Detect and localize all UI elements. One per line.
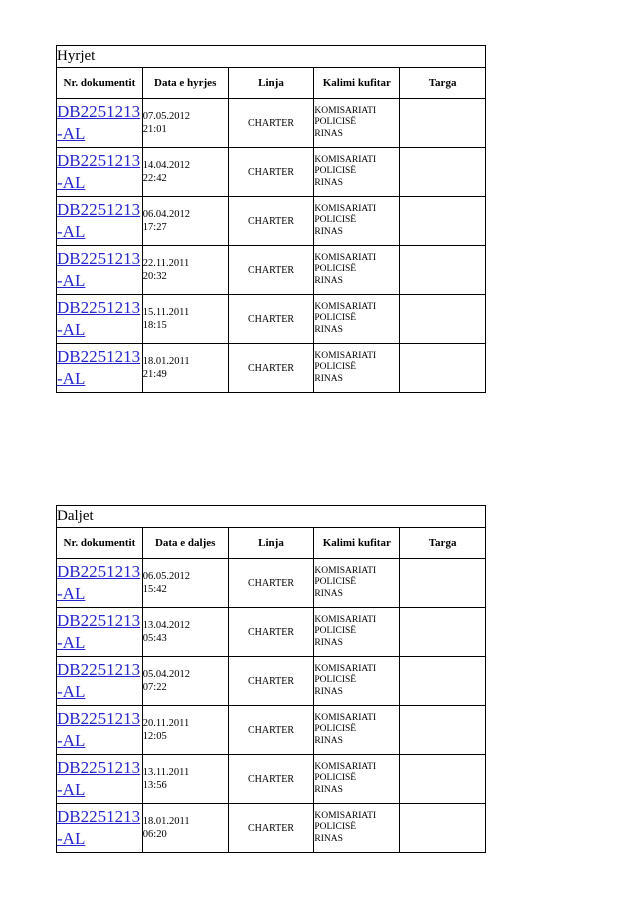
crossing-line-2: POLICISË [314, 675, 357, 686]
crossing-line-2: POLICISË [314, 577, 357, 588]
entry-time: 21:01 [142, 124, 167, 135]
crossing-line-3: RINAS [314, 177, 343, 188]
plate-cell [400, 148, 486, 197]
table-title-hyrjet: Hyrjet [57, 46, 486, 68]
line-cell: CHARTER [228, 295, 314, 344]
table-row [57, 706, 486, 755]
table-row [57, 559, 486, 608]
exits-table [56, 505, 486, 853]
exit-datetime-cell [142, 755, 228, 804]
entries-table-block [56, 45, 486, 393]
border-crossing-cell [314, 197, 400, 246]
entry-time: 20:32 [142, 271, 167, 282]
border-crossing-cell [314, 344, 400, 393]
entry-datetime-cell [142, 246, 228, 295]
crossing-line-1: KOMISARIATI [314, 350, 377, 361]
crossing-line-3: RINAS [314, 735, 343, 746]
document-number-cell [57, 706, 143, 755]
document-link[interactable]: DB2251213-AL [57, 151, 141, 192]
crossing-line-2: POLICISË [314, 313, 357, 324]
line-cell: CHARTER [228, 246, 314, 295]
exit-time: 07:22 [142, 682, 167, 693]
border-crossing-cell [314, 706, 400, 755]
crossing-line-2: POLICISË [314, 362, 357, 373]
document-number-cell [57, 657, 143, 706]
document-number-cell [57, 148, 143, 197]
column-header-exit-date: Data e daljes [142, 528, 228, 559]
crossing-line-1: KOMISARIATI [314, 203, 377, 214]
table-row [57, 755, 486, 804]
document-link[interactable]: DB2251213-AL [57, 347, 141, 388]
entry-time: 21:49 [142, 369, 167, 380]
document-number-cell [57, 246, 143, 295]
entry-date: 06.04.2012 [142, 208, 191, 220]
crossing-line-2: POLICISË [314, 626, 357, 637]
crossing-line-1: KOMISARIATI [314, 614, 377, 625]
crossing-line-3: RINAS [314, 686, 343, 697]
crossing-line-3: RINAS [314, 373, 343, 384]
table-row [57, 608, 486, 657]
table-row [57, 657, 486, 706]
crossing-line-2: POLICISË [314, 166, 357, 177]
exit-datetime-cell [142, 608, 228, 657]
entry-time: 22:42 [142, 173, 167, 184]
entry-datetime-cell [142, 344, 228, 393]
crossing-line-3: RINAS [314, 637, 343, 648]
border-crossing-cell [314, 657, 400, 706]
line-cell: CHARTER [228, 148, 314, 197]
crossing-line-2: POLICISË [314, 773, 357, 784]
plate-cell [400, 344, 486, 393]
document-number-cell [57, 755, 143, 804]
document-number-cell [57, 608, 143, 657]
border-crossing-cell [314, 559, 400, 608]
document-link[interactable]: DB2251213-AL [57, 807, 141, 848]
entry-date: 18.01.2011 [142, 355, 190, 367]
plate-cell [400, 706, 486, 755]
entry-date: 07.05.2012 [142, 110, 191, 122]
line-cell: CHARTER [228, 344, 314, 393]
crossing-line-3: RINAS [314, 324, 343, 335]
line-cell: CHARTER [228, 755, 314, 804]
column-header-plate: Targa [400, 68, 486, 99]
border-crossing-cell [314, 755, 400, 804]
exit-time: 06:20 [142, 829, 167, 840]
document-link[interactable]: DB2251213-AL [57, 758, 141, 799]
table-title-row [57, 46, 486, 68]
line-cell: CHARTER [228, 706, 314, 755]
crossing-line-2: POLICISË [314, 724, 357, 735]
plate-cell [400, 295, 486, 344]
border-crossing-cell [314, 295, 400, 344]
entry-time: 17:27 [142, 222, 167, 233]
exit-time: 05:43 [142, 633, 167, 644]
table-header-row [57, 528, 486, 559]
exit-datetime-cell [142, 559, 228, 608]
document-number-cell [57, 295, 143, 344]
entry-time: 18:15 [142, 320, 167, 331]
column-header-document-number: Nr. dokumentit [57, 528, 143, 559]
line-cell: CHARTER [228, 804, 314, 853]
document-link[interactable]: DB2251213-AL [57, 298, 141, 339]
crossing-line-1: KOMISARIATI [314, 301, 377, 312]
document-link[interactable]: DB2251213-AL [57, 611, 141, 652]
plate-cell [400, 755, 486, 804]
document-number-cell [57, 197, 143, 246]
border-crossing-cell [314, 148, 400, 197]
column-header-line: Linja [228, 68, 314, 99]
column-header-plate: Targa [400, 528, 486, 559]
entry-date: 15.11.2011 [142, 306, 190, 318]
crossing-line-3: RINAS [314, 275, 343, 286]
exit-date: 06.05.2012 [142, 570, 191, 582]
entry-datetime-cell [142, 295, 228, 344]
exit-date: 05.04.2012 [142, 668, 191, 680]
exit-date: 20.11.2011 [142, 717, 190, 729]
crossing-line-2: POLICISË [314, 117, 357, 128]
crossing-line-1: KOMISARIATI [314, 810, 377, 821]
document-link[interactable]: DB2251213-AL [57, 709, 141, 750]
entry-date: 22.11.2011 [142, 257, 190, 269]
exit-time: 13:56 [142, 780, 167, 791]
exit-datetime-cell [142, 657, 228, 706]
line-cell: CHARTER [228, 197, 314, 246]
plate-cell [400, 804, 486, 853]
line-cell: CHARTER [228, 559, 314, 608]
entry-datetime-cell [142, 99, 228, 148]
column-header-border-crossing: Kalimi kufitar [314, 528, 400, 559]
document-number-cell [57, 559, 143, 608]
line-cell: CHARTER [228, 99, 314, 148]
entry-datetime-cell [142, 148, 228, 197]
exit-datetime-cell [142, 804, 228, 853]
crossing-line-1: KOMISARIATI [314, 712, 377, 723]
table-title-row [57, 506, 486, 528]
entry-datetime-cell [142, 197, 228, 246]
exit-time: 15:42 [142, 584, 167, 595]
table-row [57, 197, 486, 246]
border-crossing-cell [314, 804, 400, 853]
line-cell: CHARTER [228, 657, 314, 706]
column-header-entry-date: Data e hyrjes [142, 68, 228, 99]
table-row [57, 344, 486, 393]
border-crossing-cell [314, 608, 400, 657]
plate-cell [400, 657, 486, 706]
border-crossing-cell [314, 246, 400, 295]
table-row [57, 148, 486, 197]
document-number-cell [57, 99, 143, 148]
crossing-line-1: KOMISARIATI [314, 565, 377, 576]
crossing-line-1: KOMISARIATI [314, 154, 377, 165]
document-link[interactable]: DB2251213-AL [57, 660, 141, 701]
exit-date: 13.04.2012 [142, 619, 191, 631]
crossing-line-2: POLICISË [314, 264, 357, 275]
crossing-line-1: KOMISARIATI [314, 105, 377, 116]
plate-cell [400, 559, 486, 608]
table-row [57, 804, 486, 853]
document-link[interactable]: DB2251213-AL [57, 102, 141, 143]
crossing-line-1: KOMISARIATI [314, 761, 377, 772]
table-row [57, 99, 486, 148]
document-number-cell [57, 344, 143, 393]
plate-cell [400, 608, 486, 657]
crossing-line-3: RINAS [314, 226, 343, 237]
crossing-line-3: RINAS [314, 784, 343, 795]
plate-cell [400, 246, 486, 295]
column-header-line: Linja [228, 528, 314, 559]
border-crossing-cell [314, 99, 400, 148]
table-title-daljet: Daljet [57, 506, 486, 528]
exit-time: 12:05 [142, 731, 167, 742]
crossing-line-3: RINAS [314, 128, 343, 139]
entries-table [56, 45, 486, 393]
column-header-document-number: Nr. dokumentit [57, 68, 143, 99]
table-row [57, 246, 486, 295]
exit-date: 13.11.2011 [142, 766, 190, 778]
column-header-border-crossing: Kalimi kufitar [314, 68, 400, 99]
plate-cell [400, 99, 486, 148]
document-number-cell [57, 804, 143, 853]
exits-table-block [56, 505, 486, 853]
crossing-line-1: KOMISARIATI [314, 663, 377, 674]
exit-datetime-cell [142, 706, 228, 755]
exit-date: 18.01.2011 [142, 815, 190, 827]
plate-cell [400, 197, 486, 246]
document-link[interactable]: DB2251213-AL [57, 249, 141, 290]
line-cell: CHARTER [228, 608, 314, 657]
document-link[interactable]: DB2251213-AL [57, 562, 141, 603]
crossing-line-3: RINAS [314, 833, 343, 844]
crossing-line-3: RINAS [314, 588, 343, 599]
table-row [57, 295, 486, 344]
table-header-row [57, 68, 486, 99]
document-link[interactable]: DB2251213-AL [57, 200, 141, 241]
crossing-line-2: POLICISË [314, 215, 357, 226]
entry-date: 14.04.2012 [142, 159, 191, 171]
crossing-line-2: POLICISË [314, 822, 357, 833]
crossing-line-1: KOMISARIATI [314, 252, 377, 263]
